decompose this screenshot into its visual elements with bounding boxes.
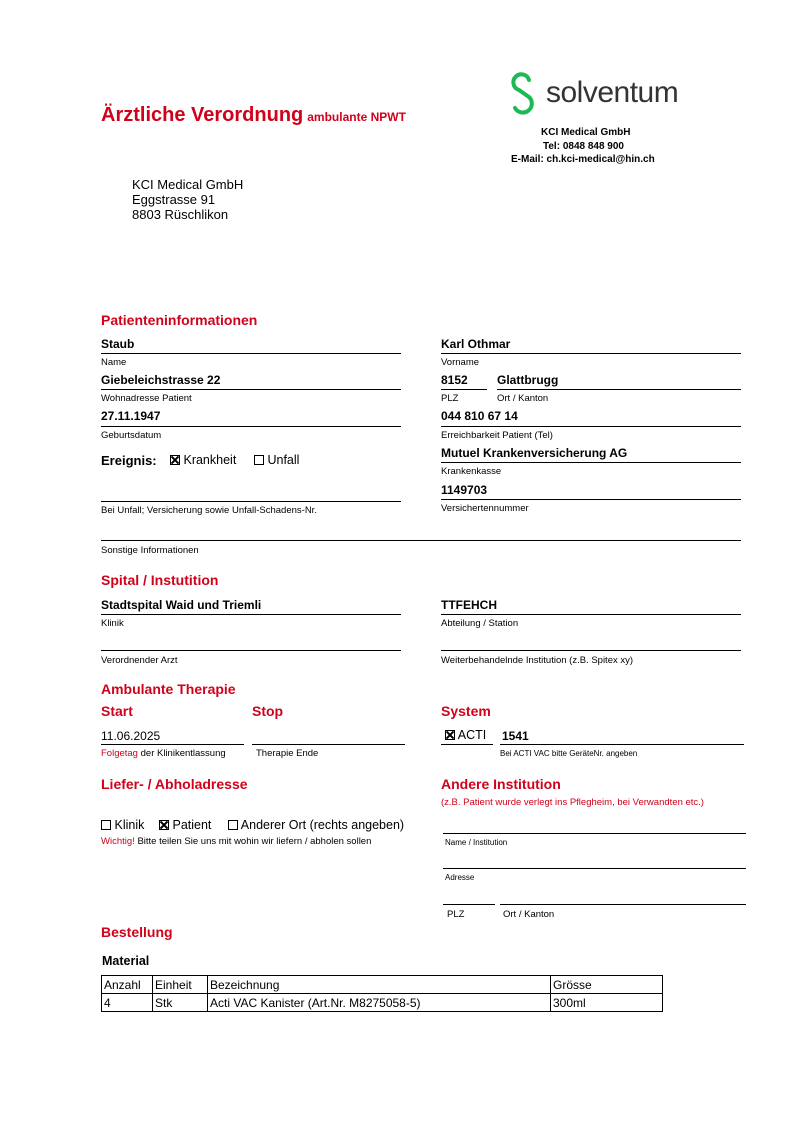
table-cell[interactable]: Stk [153,994,208,1012]
institution-name-field[interactable] [443,833,746,834]
table-row [102,994,663,1012]
divider [252,744,405,745]
followup-label: Weiterbehandelnde Institution (z.B. Spitex xy) [441,655,634,666]
divider [497,389,741,390]
delivery-warning-text: Bitte teilen Sie uns mit wohin wir liefern / abholen sollen [137,836,372,847]
checkbox-checked-icon[interactable] [445,730,455,740]
therapy-start-label: Start [101,703,133,719]
institution-ort-label: Ort / Kanton [503,909,555,920]
table-header-row [102,976,663,994]
delivery-other-option[interactable] [228,818,404,832]
patient-address-label: Wohnadresse Patient [101,393,192,404]
patient-birthdate-label: Geburtsdatum [101,430,162,441]
section-patient-title: Patienteninformationen [101,312,258,328]
patient-plz-label: PLZ [441,393,459,404]
therapy-start-note [101,748,226,759]
form-title-main: Ärztliche Verordnung [101,104,304,126]
therapy-system-label: System [441,703,491,719]
delivery-warning [101,836,371,847]
delivery-other-label: Anderer Ort (rechts angeben) [240,818,405,832]
divider [500,744,744,745]
table-cell[interactable]: 300ml [551,994,663,1012]
system-note: Bei ACTI VAC bitte GeräteNr. angeben [500,749,638,758]
event-krankheit-option[interactable] [170,453,236,467]
institution-plz-field[interactable] [443,904,495,905]
insured-number-label: Versichertennummer [441,503,529,514]
address-line-3: 8803 Rüschlikon [132,207,229,222]
therapy-start-value[interactable]: 11.06.2025 [101,729,161,743]
checkbox-unchecked-icon[interactable] [228,820,238,830]
company-tel: Tel: 0848 848 900 [543,141,624,152]
system-number-value[interactable]: 1541 [502,729,529,743]
section-therapy-title: Ambulante Therapie [101,681,236,697]
institution-ort-field[interactable] [500,904,746,905]
divider [441,353,741,354]
form-title [101,104,406,127]
table-cell[interactable]: 4 [102,994,153,1012]
insured-number-value[interactable]: 1149703 [441,483,488,497]
company-name: KCI Medical GmbH [541,127,631,138]
doctor-label: Verordnender Arzt [101,655,178,666]
system-acti-label: ACTI [457,728,487,742]
section-delivery-title: Liefer- / Abholadresse [101,776,248,792]
divider [441,462,741,463]
delivery-warning-red: Wichtig! [101,836,135,847]
institution-name-label: Name / Institution [445,838,508,847]
section-institution-title: Andere Institution [441,776,561,792]
patient-name-label: Name [101,357,127,368]
divider [101,614,401,615]
column-header: Anzahl [102,976,153,994]
patient-address-value[interactable]: Giebeleichstrasse 22 [101,373,221,387]
divider [101,426,401,427]
accident-label: Bei Unfall; Versicherung sowie Unfall-Schadens-Nr. [101,505,317,516]
system-acti-option[interactable] [445,728,486,742]
column-header: Grösse [551,976,663,994]
therapy-start-note-red: Folgetag [101,748,138,759]
event-label: Ereignis: [101,453,157,468]
therapy-stop-note: Therapie Ende [256,748,319,759]
divider [441,389,487,390]
checkbox-unchecked-icon[interactable] [254,455,264,465]
company-email: E-Mail: ch.kci-medical@hin.ch [511,154,655,165]
checkbox-unchecked-icon[interactable] [101,820,111,830]
clinic-label: Klinik [101,618,124,629]
address-line-2: Eggstrasse 91 [132,192,216,207]
institution-address-field[interactable] [443,868,746,869]
section-order-title: Bestellung [101,924,173,940]
event-krankheit-label: Krankheit [183,453,237,467]
material-table [101,975,663,1012]
divider [101,353,401,354]
event-unfall-option[interactable] [254,453,299,467]
delivery-klinik-label: Klinik [114,818,145,832]
address-line-1: KCI Medical GmbH [132,177,244,192]
divider [441,614,741,615]
delivery-patient-label: Patient [172,818,212,832]
clinic-value[interactable]: Stadtspital Waid und Triemli [101,598,262,612]
section-hospital-title: Spital / Instutition [101,572,219,588]
divider [441,650,741,651]
patient-birthdate-value[interactable]: 27.11.1947 [101,409,161,423]
institution-address-label: Adresse [445,873,475,882]
institution-subtitle: (z.B. Patient wurde verlegt ins Pflegheim, bei Verwandten etc.) [441,797,704,808]
divider [441,499,741,500]
patient-ort-value[interactable]: Glattbrugg [497,373,559,387]
event-unfall-label: Unfall [267,453,300,467]
solventum-logo-icon [507,70,541,118]
divider [101,540,741,541]
table-cell[interactable]: Acti VAC Kanister (Art.Nr. M8275058-5) [208,994,551,1012]
department-label: Abteilung / Station [441,618,519,629]
divider [101,389,401,390]
divider [101,501,401,502]
patient-phone-label: Erreichbarkeit Patient (Tel) [441,430,553,441]
divider [441,426,741,427]
delivery-klinik-option[interactable] [101,818,144,832]
patient-ort-label: Ort / Kanton [497,393,549,404]
insurance-label: Krankenkasse [441,466,502,477]
patient-vorname-label: Vorname [441,357,480,368]
therapy-stop-label: Stop [252,703,284,719]
other-info-label: Sonstige Informationen [101,545,199,556]
column-header: Bezeichnung [208,976,551,994]
divider [441,744,493,745]
patient-vorname-value[interactable]: Karl Othmar [441,337,511,351]
form-title-suffix: ambulante NPWT [307,110,406,124]
column-header: Einheit [153,976,208,994]
patient-phone-value[interactable]: 044 810 67 14 [441,409,518,423]
patient-name-value[interactable]: Staub [101,337,135,351]
insurance-value[interactable]: Mutuel Krankenversicherung AG [441,446,628,460]
delivery-patient-option[interactable] [159,818,211,832]
divider [101,650,401,651]
checkbox-checked-icon[interactable] [170,455,180,465]
material-label: Material [102,954,150,968]
patient-plz-value[interactable]: 8152 [441,373,468,387]
divider [101,744,244,745]
therapy-start-note-text: der Klinikentlassung [140,748,226,759]
checkbox-checked-icon[interactable] [159,820,169,830]
institution-plz-label: PLZ [447,909,465,920]
brand-name: solventum [546,76,679,109]
department-value[interactable]: TTFEHCH [441,598,497,612]
